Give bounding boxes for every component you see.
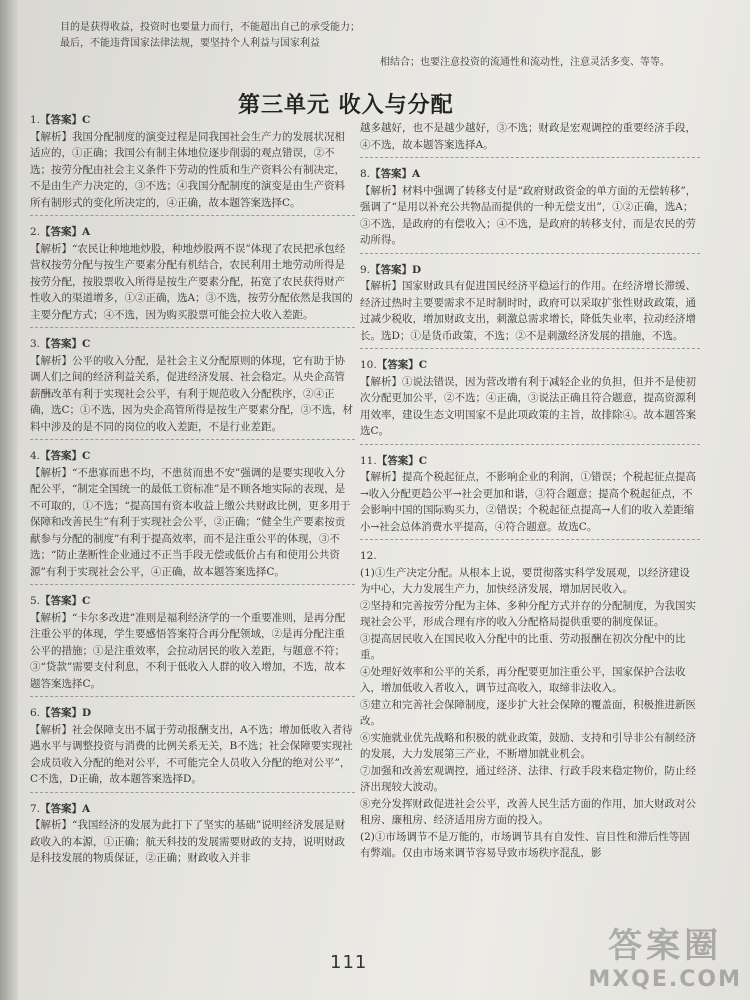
answer-entry [30, 336, 355, 440]
answer-entry [360, 357, 700, 445]
answer-label: 【答案】C [376, 359, 428, 371]
page-number: 111 [330, 952, 368, 973]
analysis-text: 越多越好，也不是越少越好，③不选；财政是宏观调控的重要经济手段，④不选，故本题答案选择A。 [360, 122, 696, 151]
question-number: 6. [30, 707, 41, 719]
answer-entry [30, 593, 355, 697]
answer-entry [360, 453, 700, 541]
answer-entry [360, 166, 700, 254]
question-number: 9. [360, 263, 371, 276]
right-answer-column [360, 120, 700, 874]
analysis-text: 【解析】提高个税起征点，不影响企业的利润，①错误；个税起征点提高→收入分配更趋公平→社会更加和谐，③符合题意；提高个税起征点，不会影响中国的国际购买力，②错误；个税起征点提高→人们的收入差距缩小→社会总体消费水平提高，④符合题意。故选C。 [360, 471, 696, 533]
question-number: 10. [360, 359, 377, 371]
question-number: 11. [360, 454, 377, 467]
analysis-text: 【解析】“不患寡而患不均，不患贫而患不安”强调的是要实现收入分配公平，“制定全国统一的最低工资标准”是不顾各地实际的表现，是不可取的，①不选；“提高国有资本收益上缴公共财政比例，更多用于保障和改善民生”有利于实现社会公平，②正确；“健全生产要素按贡献参与分配的制度”有利于提高效率，而不是注重公平的体现，③不选；“防止垄断性企业通过不正当手段无偿或低价占有和使用公共资源”有利于实现社会公平，④正确，故本题答案选择C。 [30, 466, 351, 578]
answer-label: 【答案】C [40, 450, 91, 462]
entry-header [30, 224, 355, 241]
answer-entry [30, 448, 355, 585]
entry-header [30, 448, 355, 465]
question-number: 12. [360, 550, 377, 562]
question-number: 5. [30, 595, 41, 607]
answer-label: 【答案】A [40, 226, 91, 238]
top-continued-text-left: 目的是获得收益，投资时也要量力而行，不能超出自己的承受能力；最后，不能违背国家法律法规，要坚持个人利益与国家利益 [60, 22, 360, 49]
analysis-text: 【解析】“卡尔多改进”准则是福利经济学的一个重要准则，是再分配注重公平的体现，学生要感悟答案符合再分配领域，②是再分配注重公平的措施；①是注重效率，会拉动居民的收入差距，与题意不符；③“贷款”需要支付利息，不利于低收入人群的收入增加，不选，故本题答案选择C。 [30, 611, 346, 690]
entry-header [30, 801, 355, 818]
top-continued-text-right: 相结合；也要注意投资的流通性和流动性，注意灵活多变、等等。 [380, 57, 670, 68]
answer-entry [360, 262, 700, 350]
watermark-logo [588, 918, 742, 992]
entry-header [30, 705, 355, 722]
answer-label: 【答案】C [40, 595, 91, 607]
question-number: 8. [360, 168, 371, 180]
answer-label: 【答案】D [40, 707, 92, 719]
analysis-text: 【解析】“我国经济的发展为此打下了坚实的基础”说明经济发展是财政收入的本源，①正确；航天科技的发展需要财政的支持，说明财政是科技发展的物质保证，②正确；财政收入并非 [30, 819, 346, 864]
answer-label: 【答案】A [370, 168, 421, 180]
analysis-text: 【解析】材料中强调了转移支付是“政府财政资金的单方面的无偿转移”，强调了“是用以补充公共物品而提供的一种无偿支出”，①②正确，选A；③不选，是政府的有偿收入；④不选，是政府的转移支付，而是农民的劳动所得。 [360, 184, 697, 246]
answer-entry [30, 801, 355, 871]
answer-label: 【答案】D [370, 263, 422, 276]
question-number: 3. [30, 338, 41, 350]
entry-header [360, 262, 700, 279]
unit-title: 第三单元 收入与分配 [238, 92, 454, 118]
left-answer-column [30, 112, 355, 879]
watermark-line-2: MXQE.COM [588, 967, 742, 992]
entry-header [360, 453, 700, 470]
entry-header [30, 593, 355, 610]
answer-label: 【答案】C [40, 114, 91, 126]
answer-entry [30, 112, 355, 216]
question-number: 2. [30, 226, 41, 238]
analysis-text: 【解析】社会保障支出不属于劳动报酬支出，A不选；增加低收入者待遇水平与调整投资与消费的比例关系无关，B不选；社会保障要实现社会成员收入分配的绝对公平，不可能完全人员收入分配的绝对公平”，C不选，D正确，故本题答案选择D。 [30, 723, 353, 785]
entry-header [30, 112, 355, 129]
analysis-text: 【解析】①说法错误，因为营改增有利于减轻企业的负担，但并不是使初次分配更加公平，②不选；④正确，③说法正确且符合题意，提高资源利用效率，建设生态文明国家不是此项政策的主旨，故排除④。故本题答案选C。 [360, 375, 696, 437]
answer-entry [30, 224, 355, 328]
question-number: 7. [30, 802, 41, 815]
entry-header [360, 166, 700, 183]
answer-label: 【答案】C [40, 338, 91, 350]
answer-label: 【答案】A [40, 802, 91, 815]
question-number: 4. [30, 450, 41, 462]
answer-label: 【答案】C [376, 454, 428, 467]
analysis-text: 【解析】国家财政具有促进国民经济平稳运行的作用。在经济增长滞缓、经济过热时主要要需求不足时制时时，政府可以采取扩张性财政政策，通过减少税收，增加财政支出，刺激总需求增长，降低失业率，拉动经济增长。选D；①是货币政策，不选；②不是刺激经济发展的措施，不选。 [360, 280, 696, 342]
entry-header [360, 548, 700, 565]
answer-entry [360, 548, 700, 866]
answer-entry [360, 120, 700, 158]
entry-header [360, 357, 700, 374]
entry-header [30, 336, 355, 353]
watermark-line-1: 答案圈 [608, 926, 723, 966]
analysis-text: 【解析】我国分配制度的演变过程是同我国社会生产力的发展状况相适应的，①正确；我国公有制主体地位逐步削弱的观点错误，②不选；按劳分配由社会主义条件下劳动的性质和生产资料公有制决定，不是由生产力决定的，③不选；④我国分配制度的演变是由生产资料所有制形式的变化所决定的，④正确，故本题答案选择C。 [30, 130, 345, 209]
analysis-text: 【解析】公平的收入分配，是社会主义分配原则的体现，它有助于协调人们之间的经济利益关系，促进经济发展、社会稳定。从央企高管薪酬改革有利于实现社会公平，有利于规范收入分配秩序，②④正确，选C；①不选，因为央企高管所得是按生产要素分配，③不选，材料中涉及的是不同的岗位的收入差距，不是行业差距。 [30, 354, 354, 433]
analysis-text: (1)①生产决定分配。从根本上说，要贯彻落实科学发展观，以经济建设为中心，大力发展生产力，加快经济发展，增加居民收入。 ②坚持和完善按劳分配为主体、多种分配方式并存的分配制度，为我国实现社会公平，形成合理有序的收入分配格局提供重要的制度保证。 ③提高居民收入在国民收入分配中的比重、劳动报酬在初次分配中的比重。 ④处理好效率和公平的关系，再分配要更加注重公平，国家保护合法收入，增加低收入者收入，调节过高收入，取缔非法收入。 ⑤建立和完善社会保障制度，逐步扩大社会保障的覆盖面，积极推进新医改。 ⑥实施就业优先战略和积极的就业政策，鼓励、支持和引导非公有制经济的发展，大力发展第三产业，不断增加就业机会。 ⑦加强和改善宏观调控，通过经济、法律、行政手段来稳定物价，防止经济出现较大波动。 ⑧充分发挥财政促进社会公平，改善人民生活方面的作用，加大财政对公租房、廉租房、经济适用房方面的投入。 (2)①市场调节不是万能的，市场调节具有自发性、盲目性和滞后性等固有弊端。仅由市场来调节容易导致市场秩序混乱，影 [360, 566, 696, 859]
answer-entry [30, 705, 355, 793]
question-number: 1. [30, 114, 41, 126]
analysis-text: 【解析】“农民让种地地炒股，种地炒股两不误”体现了农民把承包经营权按劳分配与按生产要素分配有机结合，农民利用土地劳动所得是按劳分配，按股票收入所得是按生产要素分配，拓宽了农民获得财产性收入的渠道增多，①②正确，选A；③不选，按劳分配依然是我国的主要分配方式；④不选，因为购买股票可能会拉大收入差距。 [30, 242, 353, 321]
page-edge-shadow [0, 0, 18, 1000]
